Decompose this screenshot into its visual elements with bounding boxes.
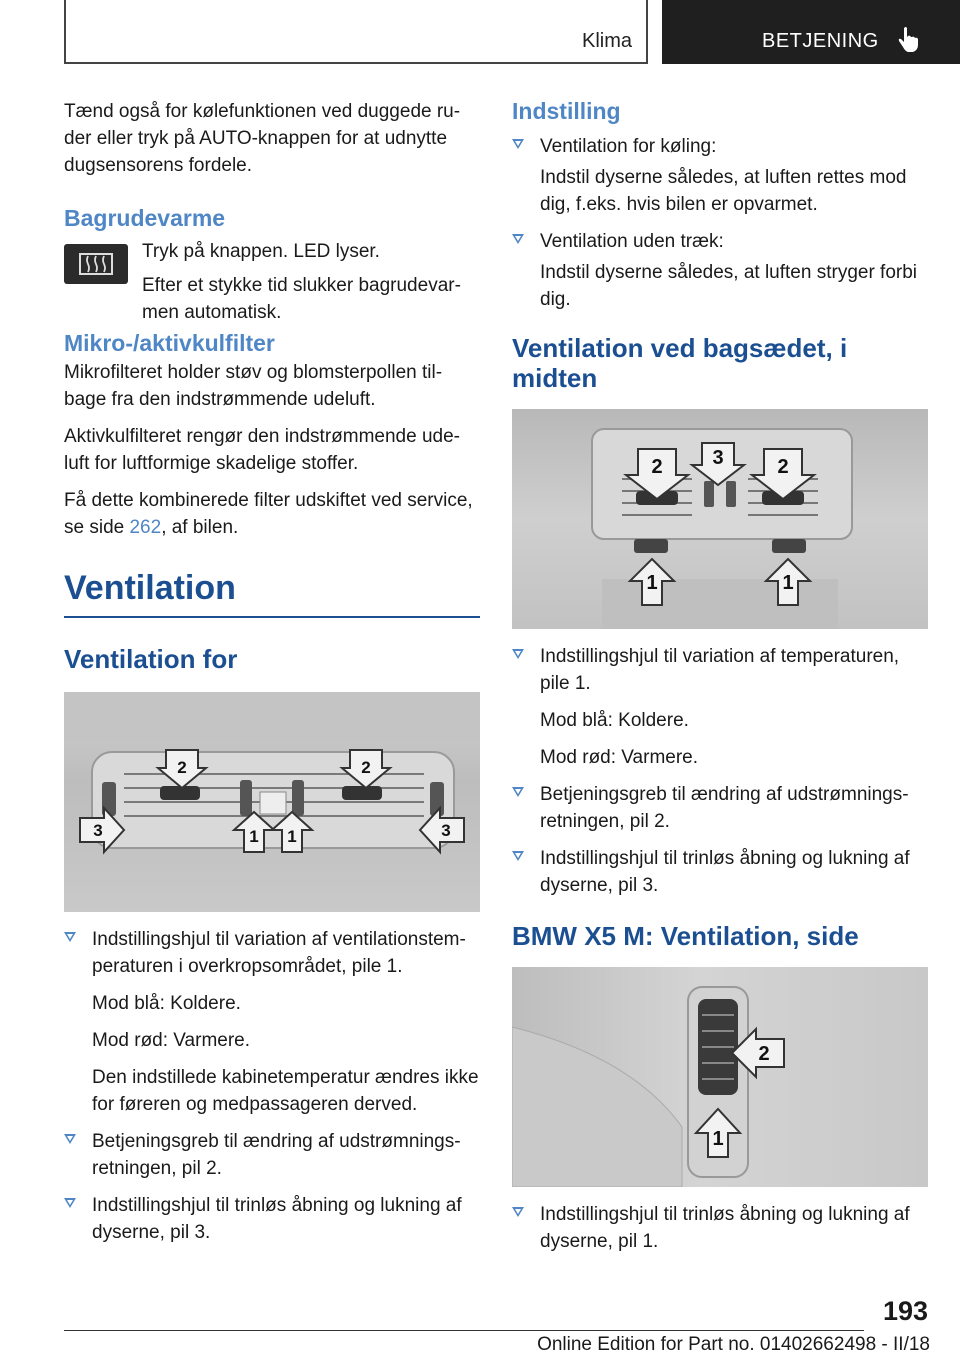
front-ventilation-heading: Ventilation for <box>64 644 238 674</box>
bullet-triangle-icon <box>512 1207 524 1217</box>
bullet-triangle-icon <box>512 139 524 149</box>
side-ventilation-heading: BMW X5 M: Ventilation, side <box>512 921 859 951</box>
header-section-box <box>64 0 648 64</box>
front-item-list <box>64 926 480 1246</box>
front-arrow-label-2a: 2 <box>177 758 187 777</box>
bullet-triangle-icon <box>64 1134 76 1144</box>
rear-defrost-line1: Tryk på knappen. LED lyser. <box>142 241 380 262</box>
rear-defrost-section <box>64 205 480 323</box>
filter-paragraph-2: Aktivkulfilteret rengør den indstrømmende ude-luft for luftformige skadelige stoffer. <box>64 426 460 474</box>
list-sub-text: Mod rød: Varmere. <box>540 747 699 768</box>
front-arrow-label-3b: 3 <box>441 821 451 840</box>
list-item: Indstillingshjul til trinløs åbning og lukning af dyserne, pil 1. <box>512 1201 928 1255</box>
list-item: Betjeningsgreb til ændring af udstrømnings-retningen, pil 2. <box>64 1128 480 1182</box>
bullet-triangle-icon <box>512 787 524 797</box>
setting-heading: Indstilling <box>512 98 621 124</box>
rear-item-list <box>512 643 928 899</box>
filter-paragraph-1: Mikrofilteret holder støv og blomsterpollen til-bage fra den indstrømmende udeluft. <box>64 362 443 410</box>
header-chapter-title: BETJENING <box>762 30 879 52</box>
list-item: Indstillingshjul til variation af ventilationstem-peraturen i overkropsområdet, pile 1. <box>64 926 480 980</box>
list-item: Ventilation for køling: <box>512 133 928 160</box>
front-arrow-label-1b: 1 <box>287 827 297 846</box>
front-arrow-label-2b: 2 <box>361 758 371 777</box>
page-link-262[interactable]: 262 <box>129 517 162 538</box>
ventilation-title: Ventilation <box>64 569 236 607</box>
list-item: Betjeningsgreb til ændring af udstrømnings-retningen, pil 2. <box>512 781 928 835</box>
rear-defrost-heading: Bagrudevarme <box>64 205 226 231</box>
rear-arrow-label-1a: 1 <box>646 572 658 594</box>
rear-defrost-row <box>64 238 480 323</box>
filter-paragraph-3: Få dette kombinerede filter udskiftet ved service, se side 262, af bilen. <box>64 490 473 538</box>
rear-arrow-label-1b: 1 <box>782 572 794 594</box>
list-item: Ventilation uden træk: <box>512 228 928 255</box>
list-item: Indstillingshjul til trinløs åbning og lukning af dyserne, pil 3. <box>512 845 928 899</box>
rear-arrow-label-2a: 2 <box>651 456 663 478</box>
bullet-triangle-icon <box>64 1198 76 1208</box>
list-sub-text: Indstil dyserne således, at luften rettes mod dig, f.eks. hvis bilen er opvarmet. <box>540 167 907 215</box>
list-sub-text: Mod blå: Koldere. <box>92 993 241 1014</box>
right-column <box>512 98 928 1265</box>
side-vent-photo <box>512 967 928 1187</box>
list-sub-text: Mod blå: Koldere. <box>540 710 689 731</box>
list-item: Indstillingshjul til trinløs åbning og lukning af dyserne, pil 3. <box>64 1192 480 1246</box>
front-arrow-label-3a: 3 <box>93 821 103 840</box>
rear-vents-photo <box>512 409 928 629</box>
bullet-triangle-icon <box>64 932 76 942</box>
hand-pointer-icon <box>897 26 919 52</box>
side-item-list <box>512 1201 928 1255</box>
list-sub-text: Den indstillede kabinetemperatur ændres ikke for føreren og medpassageren derved. <box>92 1067 479 1115</box>
rear-defrost-button-image <box>64 244 128 284</box>
side-arrow-label-2: 2 <box>758 1043 770 1065</box>
rear-arrow-label-3: 3 <box>712 447 724 469</box>
header-chapter-box <box>662 0 960 64</box>
rear-ventilation-heading: Ventilation ved bagsædet, i midten <box>512 333 848 393</box>
list-item: Indstillingshjul til variation af temperaturen, pile 1. <box>512 643 928 697</box>
header-section-title: Klima <box>581 30 632 52</box>
side-arrow-label-1: 1 <box>712 1128 724 1150</box>
bullet-triangle-icon <box>512 851 524 861</box>
title-rule <box>64 616 480 618</box>
left-column <box>64 98 480 1256</box>
rear-defrost-icon <box>64 244 128 284</box>
list-sub-text: Mod rød: Varmere. <box>92 1030 251 1051</box>
filter-heading: Mikro-/aktivkulfilter <box>64 330 275 356</box>
page-number: 193 <box>882 1296 928 1326</box>
rear-arrow-label-2b: 2 <box>777 456 789 478</box>
bullet-triangle-icon <box>512 649 524 659</box>
front-arrow-label-1a: 1 <box>249 827 259 846</box>
rear-defrost-line2: Efter et stykke tid slukker bagrudevar-men automatisk. <box>142 275 461 323</box>
bullet-triangle-icon <box>512 234 524 244</box>
list-sub-text: Indstil dyserne således, at luften stryger forbi dig. <box>540 262 918 310</box>
edition-note: Online Edition for Part no. 01402662498 - II/18 <box>537 1334 930 1355</box>
ventilation-section <box>64 569 480 1246</box>
intro-paragraph: Tænd også for kølefunktionen ved duggede ru-der eller tryk på AUTO-knappen for at udnytte dugsensorens fordele. <box>64 101 461 176</box>
filter-section <box>64 330 480 541</box>
footer-rule <box>64 1330 864 1331</box>
front-vents-photo <box>64 692 480 912</box>
